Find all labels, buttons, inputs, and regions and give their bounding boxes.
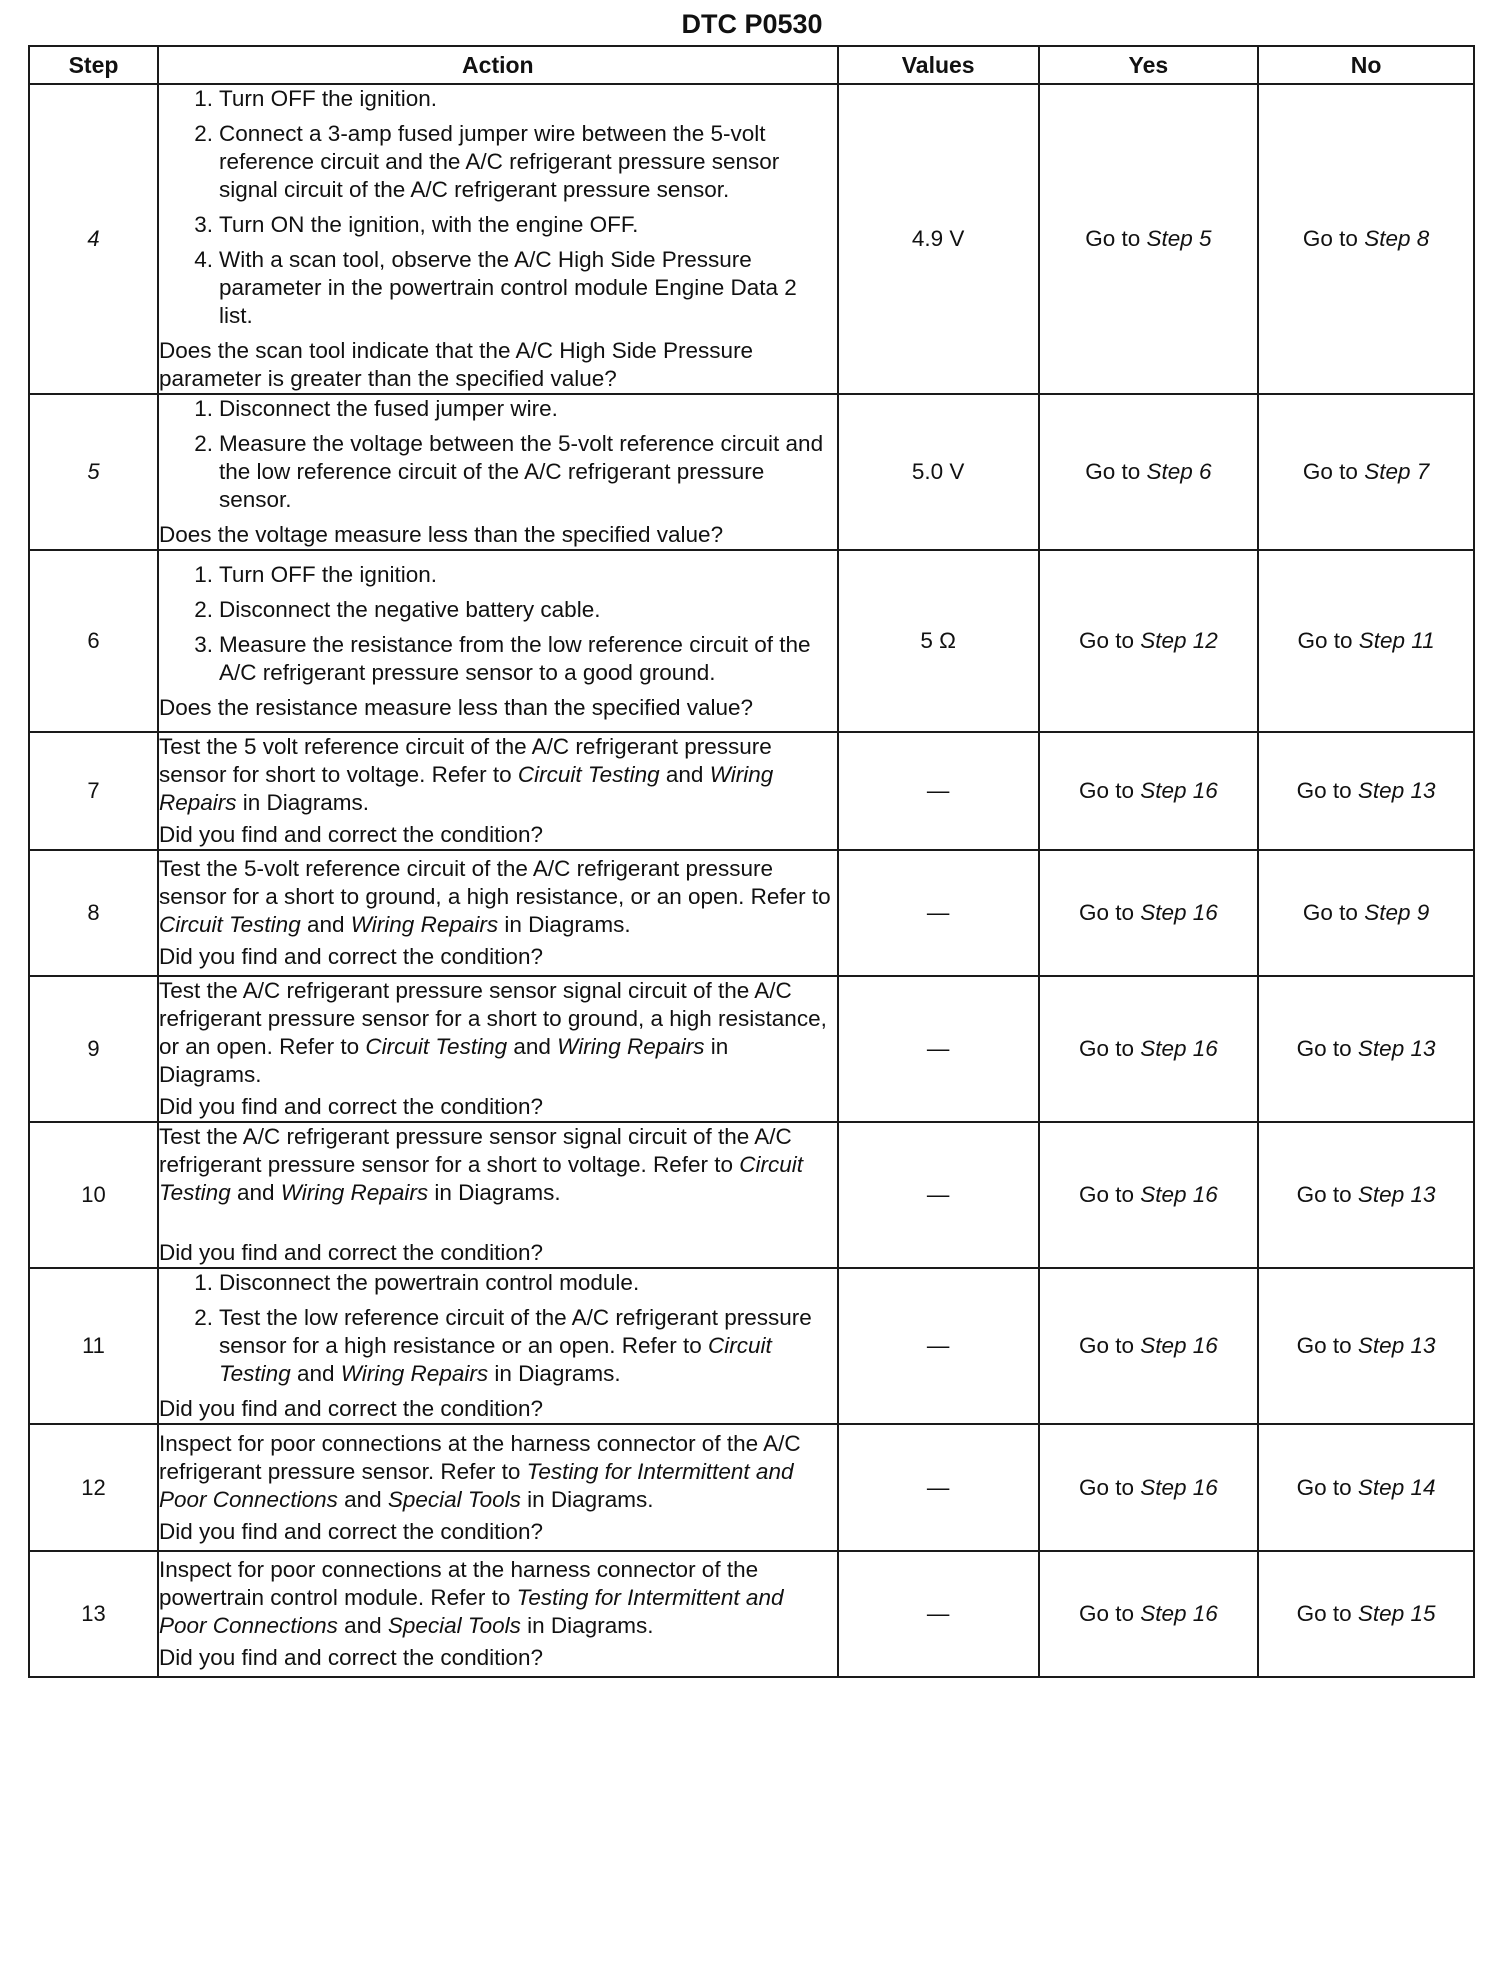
no-cell <box>1258 1424 1474 1551</box>
yes-goto-prefix: Go to <box>1085 459 1141 484</box>
action-cell <box>158 976 838 1122</box>
step-item-text: Disconnect the fused jumper wire. <box>218 396 558 421</box>
no-cell <box>1258 732 1474 850</box>
yes-cell <box>1039 1122 1259 1268</box>
yes-cell <box>1039 1268 1259 1424</box>
header-action: Action <box>158 46 838 84</box>
step-item-number: 4. <box>194 247 213 272</box>
value-cell: — <box>838 1268 1039 1424</box>
step-number: 11 <box>29 1268 158 1424</box>
yes-step-reference[interactable]: Step 6 <box>1146 459 1212 484</box>
action-question: Did you find and correct the condition? <box>158 1240 543 1265</box>
action-step <box>194 246 837 330</box>
step-item-text: Connect a 3-amp fused jumper wire between the 5-volt reference circuit and the A/C refrigerant pressure sensor signal circuit of the A/C refrigerant pressure sensor. <box>218 121 780 202</box>
step-number: 13 <box>29 1551 158 1677</box>
action-question: Did you find and correct the condition? <box>158 1396 543 1421</box>
reference-link-text: Circuit Testing <box>158 912 301 937</box>
text-segment: in Diagrams. <box>158 1034 729 1087</box>
step-item-number: 2. <box>194 1305 213 1330</box>
header-no: No <box>1258 46 1474 84</box>
text-segment: Test the A/C refrigerant pressure sensor signal circuit of the A/C refrigerant pressure sensor for a short to voltage. Refer to <box>158 1124 792 1177</box>
yes-step-reference[interactable]: Step 16 <box>1140 900 1218 925</box>
no-step-reference[interactable]: Step 11 <box>1358 628 1435 653</box>
action-cell <box>158 1551 838 1677</box>
step-item-text: Turn OFF the ignition. <box>218 86 437 111</box>
value-cell: — <box>838 976 1039 1122</box>
header-step: Step <box>29 46 158 84</box>
action-step <box>194 211 837 239</box>
no-goto-prefix: Go to <box>1296 1036 1352 1061</box>
yes-cell <box>1039 394 1259 550</box>
no-goto-prefix: Go to <box>1296 778 1352 803</box>
step-item-text <box>219 1270 639 1295</box>
text-segment: Test the 5-volt reference circuit of the A/C refrigerant pressure sensor for a short to ground, a high resistance, or an open. Refer to <box>158 856 831 909</box>
value-cell: — <box>838 1424 1039 1551</box>
step-item-number: 2. <box>194 596 213 622</box>
text-segment: and <box>290 1361 341 1386</box>
yes-cell <box>1039 850 1259 976</box>
yes-cell <box>1039 84 1259 394</box>
header-yes: Yes <box>1039 46 1259 84</box>
blank-line <box>159 1207 837 1235</box>
step-item-number: 1. <box>194 86 213 111</box>
reference-link-text: Circuit Testing <box>218 1333 772 1386</box>
value-cell: — <box>838 850 1039 976</box>
table-row <box>29 1268 1474 1424</box>
action-question: Did you find and correct the condition? <box>158 822 543 847</box>
step-item-text: Measure the resistance from the low reference circuit of the A/C refrigerant pressure sensor to a good ground. <box>218 631 811 685</box>
no-step-reference[interactable]: Step 9 <box>1364 900 1430 925</box>
action-step <box>194 1269 837 1297</box>
step-number: 4 <box>29 84 158 394</box>
yes-goto-prefix: Go to <box>1078 778 1134 803</box>
yes-step-reference[interactable]: Step 16 <box>1140 1601 1218 1626</box>
action-steps-list <box>159 85 837 330</box>
action-step <box>194 561 837 589</box>
no-cell <box>1258 976 1474 1122</box>
action-cell <box>158 550 838 732</box>
yes-cell <box>1039 732 1259 850</box>
step-item-number: 3. <box>194 631 213 657</box>
text-segment: and <box>507 1034 558 1059</box>
action-question: Did you find and correct the condition? <box>158 944 543 969</box>
step-number: 5 <box>29 394 158 550</box>
value-cell: 5 Ω <box>838 550 1039 732</box>
diagnostic-table <box>28 45 1475 1678</box>
table-row <box>29 976 1474 1122</box>
yes-step-reference[interactable]: Step 16 <box>1140 1182 1218 1207</box>
action-cell <box>158 1122 838 1268</box>
text-segment: in Diagrams. <box>236 790 370 815</box>
table-row <box>29 732 1474 850</box>
action-cell <box>158 394 838 550</box>
action-instruction <box>159 977 837 1089</box>
text-segment: in Diagrams. <box>520 1613 654 1638</box>
text-segment: in Diagrams. <box>488 1361 621 1386</box>
action-instruction <box>159 1123 837 1207</box>
text-segment: Test the A/C refrigerant pressure sensor signal circuit of the A/C refrigerant pressure sensor for a short to ground, a high resistance, or an open. Refer to <box>158 978 827 1059</box>
no-step-reference[interactable]: Step 13 <box>1357 1333 1436 1358</box>
yes-step-reference[interactable]: Step 5 <box>1146 226 1212 251</box>
action-question: Did you find and correct the condition? <box>158 1094 543 1119</box>
yes-step-reference[interactable]: Step 16 <box>1140 778 1218 803</box>
step-item-text: Disconnect the negative battery cable. <box>218 596 601 622</box>
step-item-text: Measure the voltage between the 5-volt reference circuit and the low reference circuit of the A/C refrigerant pressure sensor. <box>218 431 824 512</box>
step-number: 12 <box>29 1424 158 1551</box>
yes-cell <box>1039 1424 1259 1551</box>
no-goto-prefix: Go to <box>1296 1601 1352 1626</box>
reference-link-text: Wiring Repairs <box>158 762 774 815</box>
table-row <box>29 550 1474 732</box>
step-item-text: Turn ON the ignition, with the engine OFF. <box>218 212 639 237</box>
yes-goto-prefix: Go to <box>1078 900 1134 925</box>
yes-goto-prefix: Go to <box>1078 1036 1134 1061</box>
no-goto-prefix: Go to <box>1296 1182 1352 1207</box>
reference-link-text: Testing for Intermittent and Poor Connections <box>158 1585 784 1638</box>
reference-link-text: Circuit Testing <box>365 1034 508 1059</box>
yes-goto-prefix: Go to <box>1078 1474 1134 1500</box>
action-step <box>194 430 837 514</box>
page-title: DTC P0530 <box>681 9 823 39</box>
action-question: Does the scan tool indicate that the A/C High Side Pressure parameter is greater than the specified value? <box>158 338 754 391</box>
text-segment: in Diagrams. <box>498 912 631 937</box>
reference-link-text: Special Tools <box>387 1613 521 1638</box>
step-number: 8 <box>29 850 158 976</box>
yes-goto-prefix: Go to <box>1078 1182 1134 1207</box>
action-step <box>194 1304 837 1388</box>
reference-link-text: Wiring Repairs <box>280 1180 429 1205</box>
table-row <box>29 394 1474 550</box>
value-cell: 5.0 V <box>838 394 1039 550</box>
yes-cell <box>1039 550 1259 732</box>
no-cell <box>1258 1268 1474 1424</box>
text-segment: and <box>337 1486 388 1512</box>
header-row <box>29 46 1474 84</box>
reference-link-text: Wiring Repairs <box>557 1034 705 1059</box>
text-segment: Test the 5 volt reference circuit of the A/C refrigerant pressure sensor for short to voltage. Refer to <box>158 734 772 787</box>
reference-link-text: Testing for Intermittent and Poor Connections <box>158 1458 794 1512</box>
step-item-number: 1. <box>194 1270 213 1295</box>
action-instruction <box>159 1430 837 1514</box>
action-steps-list <box>159 1269 837 1388</box>
action-step <box>194 120 837 204</box>
action-step <box>194 631 837 687</box>
table-row <box>29 84 1474 394</box>
reference-link-text: Wiring Repairs <box>350 912 499 937</box>
value-cell: — <box>838 1122 1039 1268</box>
action-question: Does the voltage measure less than the specified value? <box>158 522 724 547</box>
action-steps-list <box>159 561 837 687</box>
text-segment: Test the low reference circuit of the A/C refrigerant pressure sensor for a high resistance or an open. Refer to <box>218 1305 812 1358</box>
header-values: Values <box>838 46 1039 84</box>
action-steps-list <box>159 395 837 514</box>
value-cell: — <box>838 1551 1039 1677</box>
step-item-number: 2. <box>194 121 213 146</box>
step-item-text: Turn OFF the ignition. <box>218 561 437 587</box>
no-cell <box>1258 84 1474 394</box>
no-goto-prefix: Go to <box>1302 459 1358 484</box>
yes-step-reference[interactable]: Step 16 <box>1140 1333 1218 1358</box>
yes-goto-prefix: Go to <box>1078 628 1134 653</box>
text-segment: Inspect for poor connections at the harness connector of the powertrain control module. Refer to <box>158 1557 759 1610</box>
reference-link-text: Circuit Testing <box>158 1152 804 1205</box>
action-question: Did you find and correct the condition? <box>158 1645 543 1670</box>
action-question: Does the resistance measure less than the specified value? <box>158 694 754 720</box>
step-item-number: 1. <box>194 396 213 421</box>
action-cell <box>158 1268 838 1424</box>
step-item-number: 2. <box>194 431 213 456</box>
reference-link-text: Special Tools <box>387 1486 521 1512</box>
action-step <box>194 395 837 423</box>
no-step-reference[interactable]: Step 13 <box>1357 1036 1436 1061</box>
no-step-reference[interactable]: Step 15 <box>1357 1601 1436 1626</box>
action-instruction <box>159 855 837 939</box>
action-question: Did you find and correct the condition? <box>158 1518 543 1544</box>
action-step <box>194 85 837 113</box>
yes-cell <box>1039 976 1259 1122</box>
table-row <box>29 850 1474 976</box>
no-cell <box>1258 850 1474 976</box>
text-segment: in Diagrams. <box>428 1180 561 1205</box>
no-step-reference[interactable]: Step 13 <box>1357 1182 1436 1207</box>
text-segment: in Diagrams. <box>520 1486 654 1512</box>
action-cell <box>158 850 838 976</box>
text-segment: Inspect for poor connections at the harness connector of the A/C refrigerant pressure sensor. Refer to <box>158 1430 801 1484</box>
no-step-reference[interactable]: Step 14 <box>1357 1474 1436 1500</box>
no-goto-prefix: Go to <box>1302 226 1358 251</box>
no-goto-prefix: Go to <box>1296 1474 1352 1500</box>
action-instruction <box>159 1556 837 1640</box>
step-number: 9 <box>29 976 158 1122</box>
action-step <box>194 596 837 624</box>
yes-step-reference[interactable]: Step 16 <box>1140 1474 1218 1500</box>
yes-goto-prefix: Go to <box>1078 1601 1134 1626</box>
no-cell <box>1258 394 1474 550</box>
yes-step-reference[interactable]: Step 12 <box>1140 628 1218 653</box>
step-number: 7 <box>29 732 158 850</box>
yes-step-reference[interactable]: Step 16 <box>1140 1036 1218 1061</box>
reference-link-text: Wiring Repairs <box>340 1361 489 1386</box>
text-segment: Disconnect the powertrain control module. <box>218 1270 640 1295</box>
table-row <box>29 1122 1474 1268</box>
no-step-reference[interactable]: Step 8 <box>1364 226 1430 251</box>
no-step-reference[interactable]: Step 7 <box>1364 459 1430 484</box>
reference-link-text: Circuit Testing <box>517 762 660 787</box>
action-instruction <box>159 733 837 817</box>
table-row <box>29 1551 1474 1677</box>
text-segment: and <box>659 762 710 787</box>
no-cell <box>1258 1122 1474 1268</box>
no-cell <box>1258 550 1474 732</box>
value-cell: — <box>838 732 1039 850</box>
table-row <box>29 1424 1474 1551</box>
step-item-text <box>219 1305 812 1386</box>
action-cell <box>158 1424 838 1551</box>
action-cell <box>158 732 838 850</box>
no-step-reference[interactable]: Step 13 <box>1357 778 1436 803</box>
text-segment: and <box>337 1613 388 1638</box>
yes-goto-prefix: Go to <box>1085 226 1141 251</box>
no-goto-prefix: Go to <box>1296 1333 1352 1358</box>
yes-cell <box>1039 1551 1259 1677</box>
action-cell <box>158 84 838 394</box>
no-goto-prefix: Go to <box>1297 628 1353 653</box>
step-item-number: 1. <box>194 561 213 587</box>
no-goto-prefix: Go to <box>1302 900 1358 925</box>
step-item-number: 3. <box>194 212 213 237</box>
value-cell: 4.9 V <box>838 84 1039 394</box>
step-number: 10 <box>29 1122 158 1268</box>
step-number: 6 <box>29 550 158 732</box>
text-segment: and <box>300 912 351 937</box>
yes-goto-prefix: Go to <box>1078 1333 1134 1358</box>
no-cell <box>1258 1551 1474 1677</box>
text-segment: and <box>230 1180 281 1205</box>
step-item-text: With a scan tool, observe the A/C High Side Pressure parameter in the powertrain control module Engine Data 2 list. <box>218 247 797 328</box>
